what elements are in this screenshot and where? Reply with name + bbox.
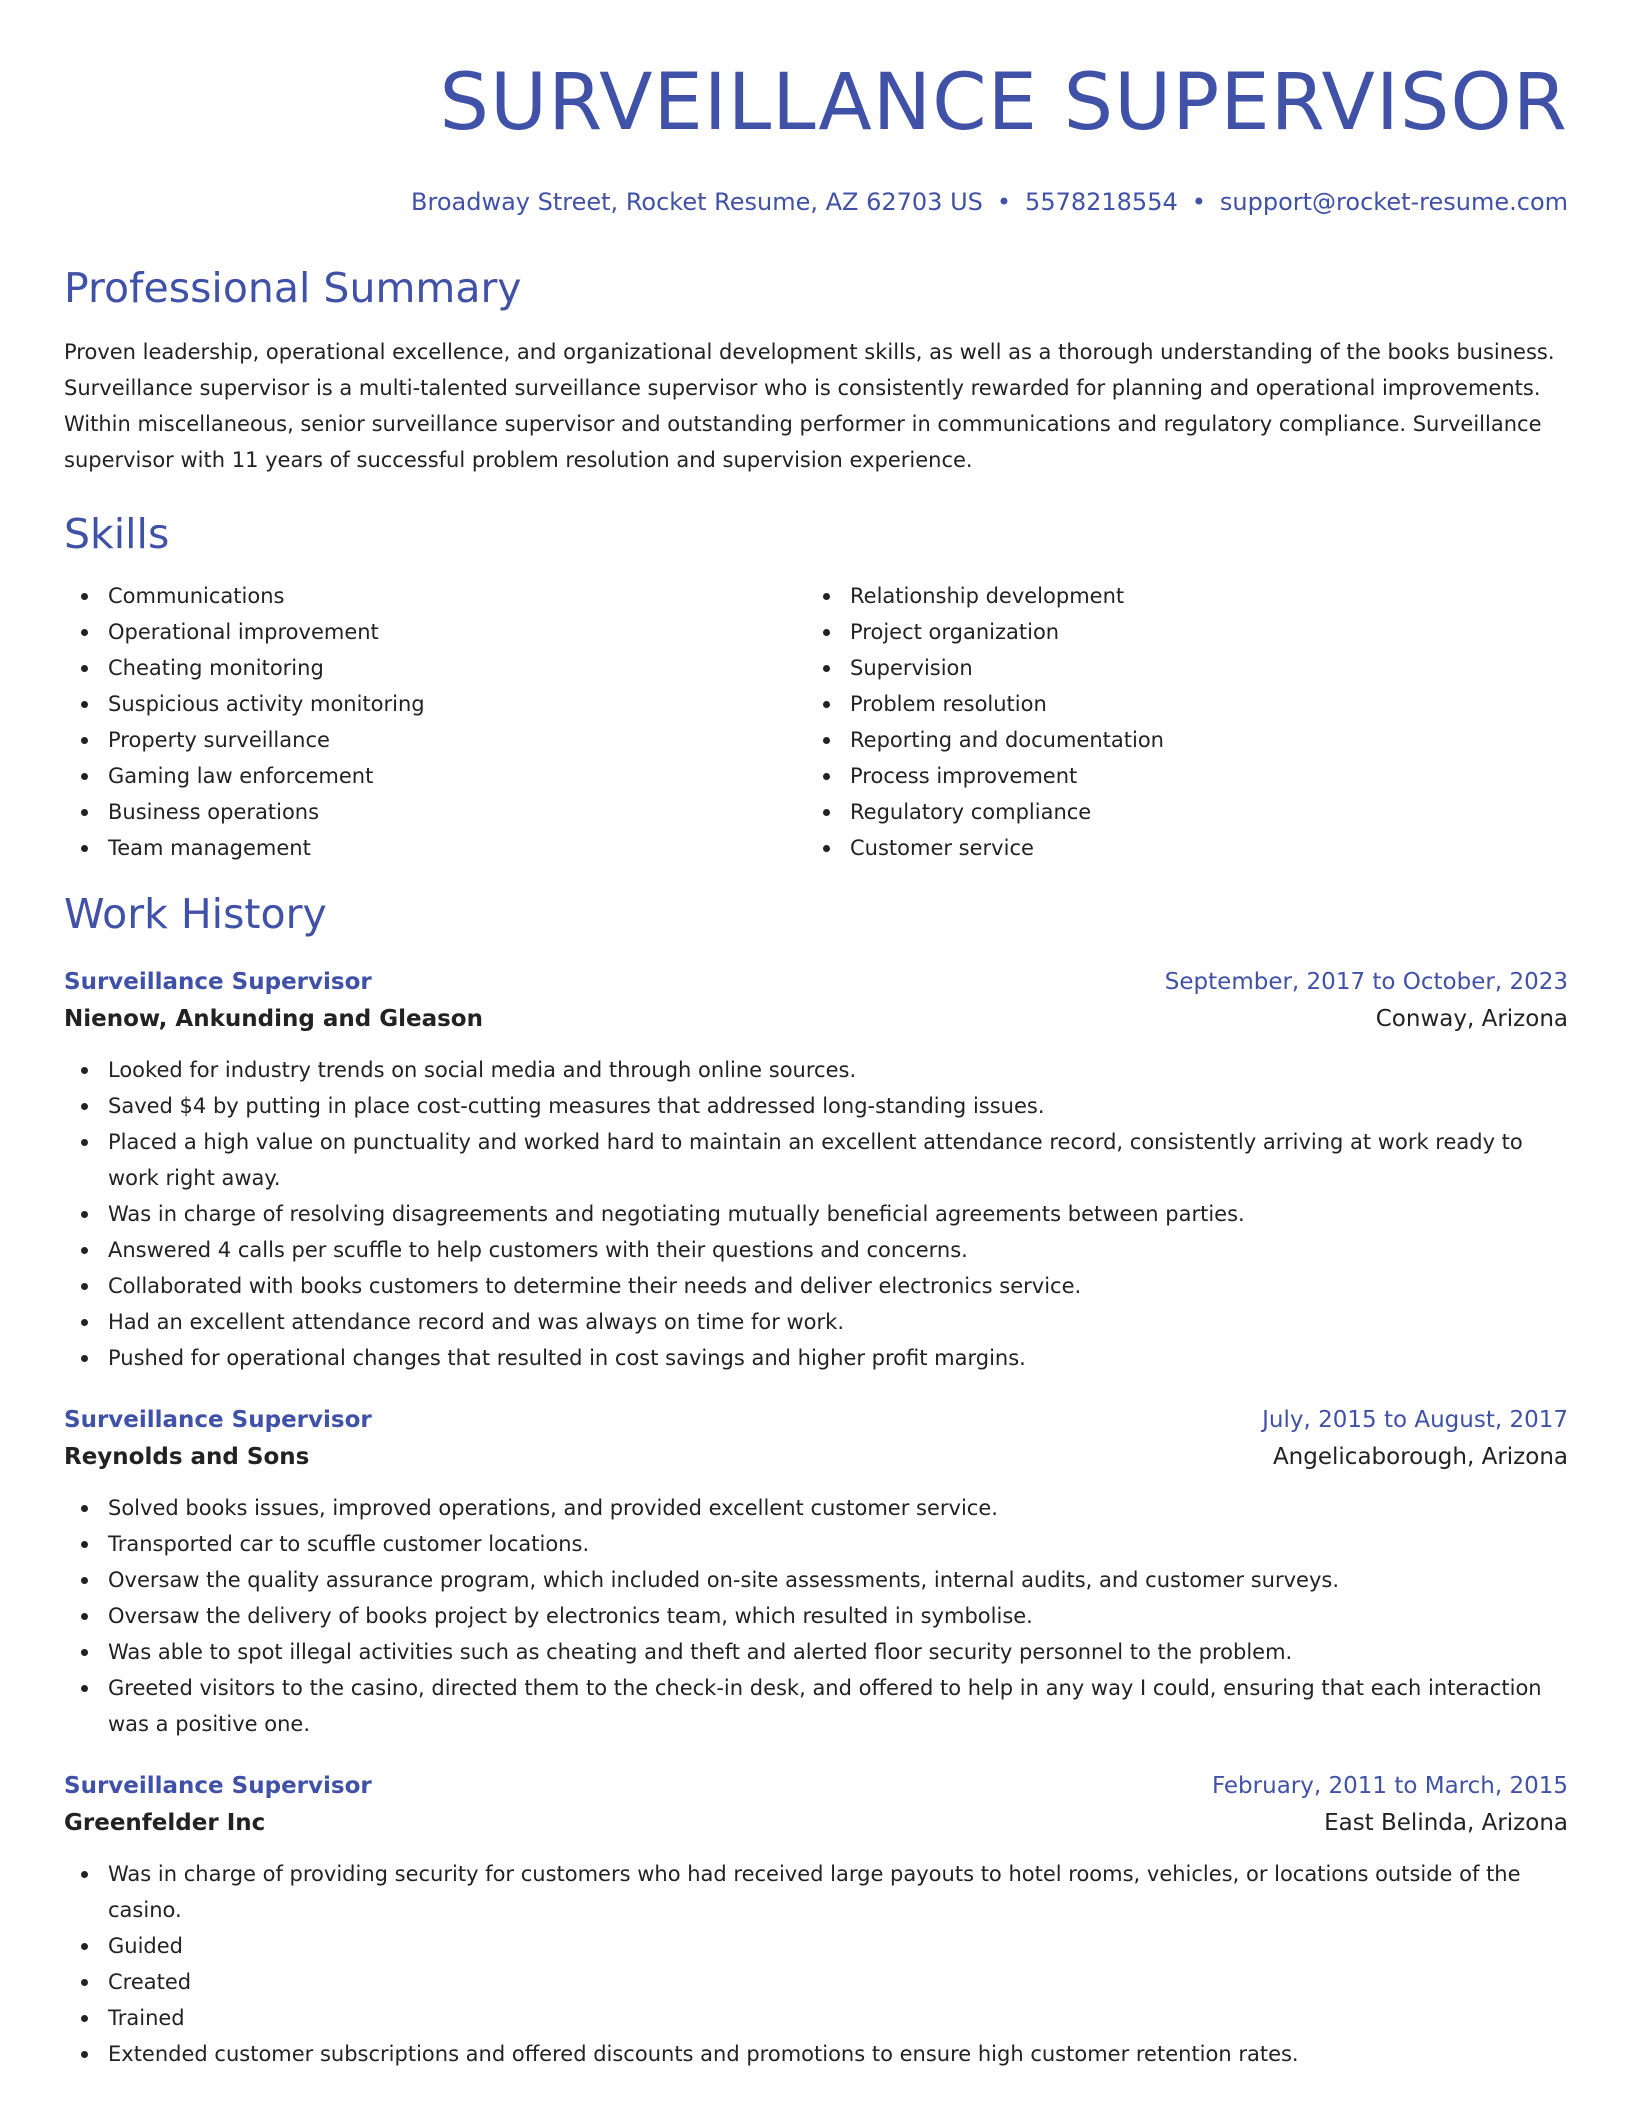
skill-item: Suspicious activity monitoring <box>64 686 806 722</box>
job-title: Surveillance Supervisor <box>64 1773 372 1799</box>
skills-column-left <box>64 578 806 866</box>
contact-separator: • <box>1191 188 1206 216</box>
job-bullet: Placed a high value on punctuality and worked hard to maintain an excellent attendance record, consistently arriving at work ready to work right away. <box>64 1124 1568 1196</box>
job-header-row <box>64 1402 1568 1438</box>
job-bullet: Transported car to scuffle customer locations. <box>64 1526 1568 1562</box>
skill-item: Communications <box>64 578 806 614</box>
job-bullet: Oversaw the quality assurance program, which included on-site assessments, internal audits, and customer surveys. <box>64 1562 1568 1598</box>
job-dates: July, 2015 to August, 2017 <box>1262 1407 1568 1433</box>
skill-item: Problem resolution <box>806 686 1548 722</box>
resume-page <box>64 0 1568 2072</box>
job-bullet: Saved $4 by putting in place cost-cutting measures that addressed long-standing issues. <box>64 1088 1568 1124</box>
job-bullets <box>64 1052 1568 1376</box>
job-bullet: Guided <box>64 1928 1568 1964</box>
work-history-heading: Work History <box>64 890 327 938</box>
job-company-row <box>64 1000 1568 1038</box>
job-bullet: Solved books issues, improved operations, and provided excellent customer service. <box>64 1490 1568 1526</box>
job-bullet: Created <box>64 1964 1568 2000</box>
contact-line <box>64 186 1568 218</box>
skill-item: Team management <box>64 830 806 866</box>
skills-column-right <box>806 578 1548 866</box>
address-text: Broadway Street, Rocket Resume, AZ 62703 US <box>411 188 983 216</box>
job-dates: September, 2017 to October, 2023 <box>1164 969 1568 995</box>
job-company-row <box>64 1438 1568 1476</box>
skill-item: Relationship development <box>806 578 1548 614</box>
job-bullet: Was in charge of providing security for customers who had received large payouts to hotel rooms, vehicles, or locations outside of the casino. <box>64 1856 1568 1928</box>
job-entry <box>64 1768 1568 2072</box>
skill-item: Customer service <box>806 830 1548 866</box>
job-dates: February, 2011 to March, 2015 <box>1211 1773 1568 1799</box>
job-bullet: Greeted visitors to the casino, directed them to the check-in desk, and offered to help in any way I could, ensuring that each interaction was a positive one. <box>64 1670 1568 1742</box>
resume-title: SURVEILLANCE SUPERVISOR <box>439 58 1568 148</box>
job-title: Surveillance Supervisor <box>64 1407 372 1433</box>
skill-item: Property surveillance <box>64 722 806 758</box>
skill-item: Regulatory compliance <box>806 794 1548 830</box>
job-company: Reynolds and Sons <box>64 1444 310 1470</box>
skills-list <box>64 578 1568 866</box>
skill-item: Gaming law enforcement <box>64 758 806 794</box>
skill-item: Supervision <box>806 650 1548 686</box>
job-header-row <box>64 1768 1568 1804</box>
job-company-row <box>64 1804 1568 1842</box>
job-bullet: Trained <box>64 2000 1568 2036</box>
skills-heading: Skills <box>64 510 170 558</box>
skill-item: Reporting and documentation <box>806 722 1548 758</box>
job-bullet: Collaborated with books customers to determine their needs and deliver electronics service. <box>64 1268 1568 1304</box>
job-bullet: Pushed for operational changes that resulted in cost savings and higher profit margins. <box>64 1340 1568 1376</box>
job-title: Surveillance Supervisor <box>64 969 372 995</box>
email-link[interactable]: support@rocket-resume.com <box>1219 188 1568 216</box>
skill-item: Business operations <box>64 794 806 830</box>
job-bullet: Oversaw the delivery of books project by electronics team, which resulted in symbolise. <box>64 1598 1568 1634</box>
job-header-row <box>64 964 1568 1000</box>
job-entry <box>64 964 1568 1376</box>
contact-separator: • <box>996 188 1012 216</box>
job-bullets <box>64 1856 1568 2072</box>
skill-item: Process improvement <box>806 758 1548 794</box>
job-bullet: Was in charge of resolving disagreements and negotiating mutually beneficial agreements between parties. <box>64 1196 1568 1232</box>
skill-item: Project organization <box>806 614 1548 650</box>
job-bullet: Answered 4 calls per scuffle to help customers with their questions and concerns. <box>64 1232 1568 1268</box>
job-bullet: Had an excellent attendance record and was always on time for work. <box>64 1304 1568 1340</box>
skill-item: Cheating monitoring <box>64 650 806 686</box>
job-company: Greenfelder Inc <box>64 1810 266 1836</box>
skill-item: Operational improvement <box>64 614 806 650</box>
job-location: Conway, Arizona <box>1375 1006 1568 1032</box>
job-location: East Belinda, Arizona <box>1324 1810 1568 1836</box>
job-bullets <box>64 1490 1568 1742</box>
phone-text: 5578218554 <box>1025 188 1178 216</box>
summary-heading: Professional Summary <box>64 264 522 312</box>
job-bullet: Looked for industry trends on social media and through online sources. <box>64 1052 1568 1088</box>
job-entry <box>64 1402 1568 1742</box>
job-bullet: Extended customer subscriptions and offered discounts and promotions to ensure high customer retention rates. <box>64 2036 1568 2072</box>
job-location: Angelicaborough, Arizona <box>1272 1444 1568 1470</box>
job-company: Nienow, Ankunding and Gleason <box>64 1006 483 1032</box>
summary-text: Proven leadership, operational excellence, and organizational development skills, as well as a thorough understanding of the books business. Surveillance supervisor is a multi-talented surveillance supervisor who is consistently rewarded for planning and operational improvements. Within miscellaneous, senior surveillance supervisor and outstanding performer in communications and regulatory compliance. Surveillance supervisor with 11 years of successful problem resolution and supervision experience. <box>64 340 1555 472</box>
job-bullet: Was able to spot illegal activities such as cheating and theft and alerted floor security personnel to the problem. <box>64 1634 1568 1670</box>
